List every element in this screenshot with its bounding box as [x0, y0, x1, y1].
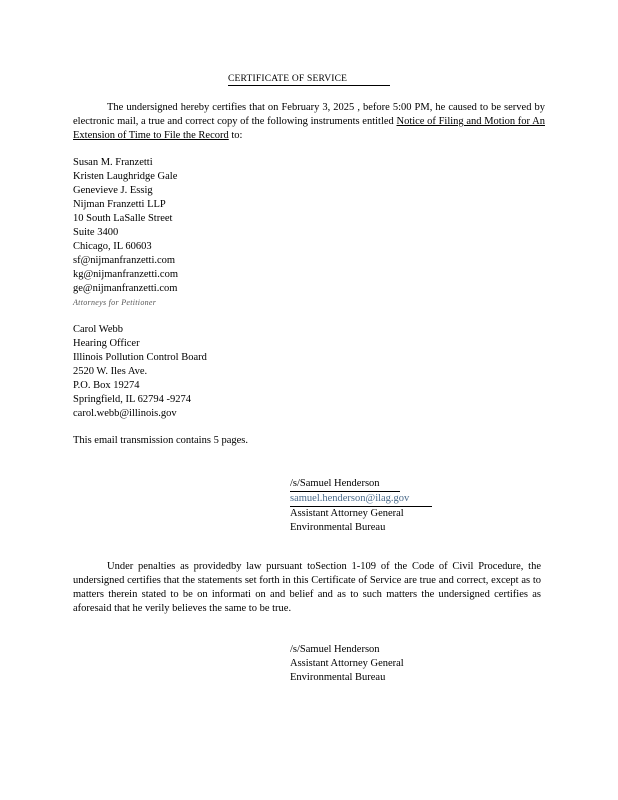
recipient-line: Kristen Laughridge Gale: [73, 171, 178, 182]
recipient-line: Chicago, IL 60603: [73, 241, 152, 252]
recipient-email: carol.webb@illinois.gov: [73, 408, 177, 419]
recipient-email: ge@nijmanfranzetti.com: [73, 283, 178, 294]
recipient-line: Illinois Pollution Control Board: [73, 352, 207, 363]
recipient-line: Susan M. Franzetti: [73, 157, 153, 168]
intro-lead: The undersigned hereby certifies that on February 3, 2025 , before 5:00 PM, he caused to be served by electronic mail, a true and correct copy of the following instruments entitled: [73, 102, 545, 127]
recipient-line: Nijman Franzetti LLP: [73, 199, 166, 210]
recipient-line: Carol Webb: [73, 324, 123, 335]
recipient-petitioner-block: [73, 156, 178, 310]
document-title: CERTIFICATE OF SERVICE: [228, 74, 390, 86]
recipient-line: P.O. Box 19274: [73, 380, 140, 391]
signature-title: Assistant Attorney General: [290, 508, 404, 519]
recipient-line: Hearing Officer: [73, 338, 140, 349]
signature-bureau: Environmental Bureau: [290, 522, 386, 533]
recipient-email: sf@nijmanfranzetti.com: [73, 255, 176, 266]
signature-email-link[interactable]: samuel.henderson@ilag.gov: [290, 492, 432, 507]
recipient-line: 2520 W. Iles Ave.: [73, 366, 148, 377]
signature-bureau: Environmental Bureau: [290, 672, 386, 683]
signature-line: /s/Samuel Henderson: [290, 644, 380, 655]
penalty-paragraph: [73, 560, 541, 616]
recipient-hearing-officer-block: [73, 323, 207, 421]
instruments-title: Notice of Filing and Motion for An Extension of Time to File the Record: [73, 116, 545, 141]
signature-block-1: [290, 477, 432, 535]
intro-paragraph: [73, 101, 545, 143]
recipient-role: Attorneys for Petitioner: [73, 298, 157, 307]
recipient-email: kg@nijmanfranzetti.com: [73, 269, 179, 280]
recipient-line: Genevieve J. Essig: [73, 185, 153, 196]
penalty-text: Under penalties as providedby law pursuant toSection 1-109 of the Code of Civil Procedure, the undersigned certifies that the statements set forth in this Certificate of Service are true and correct, except as to matters therein stated to be on informati on and belief and as to such matters the undersigned certifies as aforesaid that he verily believes the same to be true.: [73, 561, 541, 614]
recipient-line: Springfield, IL 62794 -9274: [73, 394, 192, 405]
transmission-note: This email transmission contains 5 pages.: [73, 435, 248, 446]
recipient-line: 10 South LaSalle Street: [73, 213, 173, 224]
signature-title: Assistant Attorney General: [290, 658, 404, 669]
recipient-line: Suite 3400: [73, 227, 119, 238]
signature-line: /s/Samuel Henderson: [290, 477, 400, 492]
signature-block-2: [290, 643, 404, 685]
intro-tail: to:: [228, 130, 243, 141]
